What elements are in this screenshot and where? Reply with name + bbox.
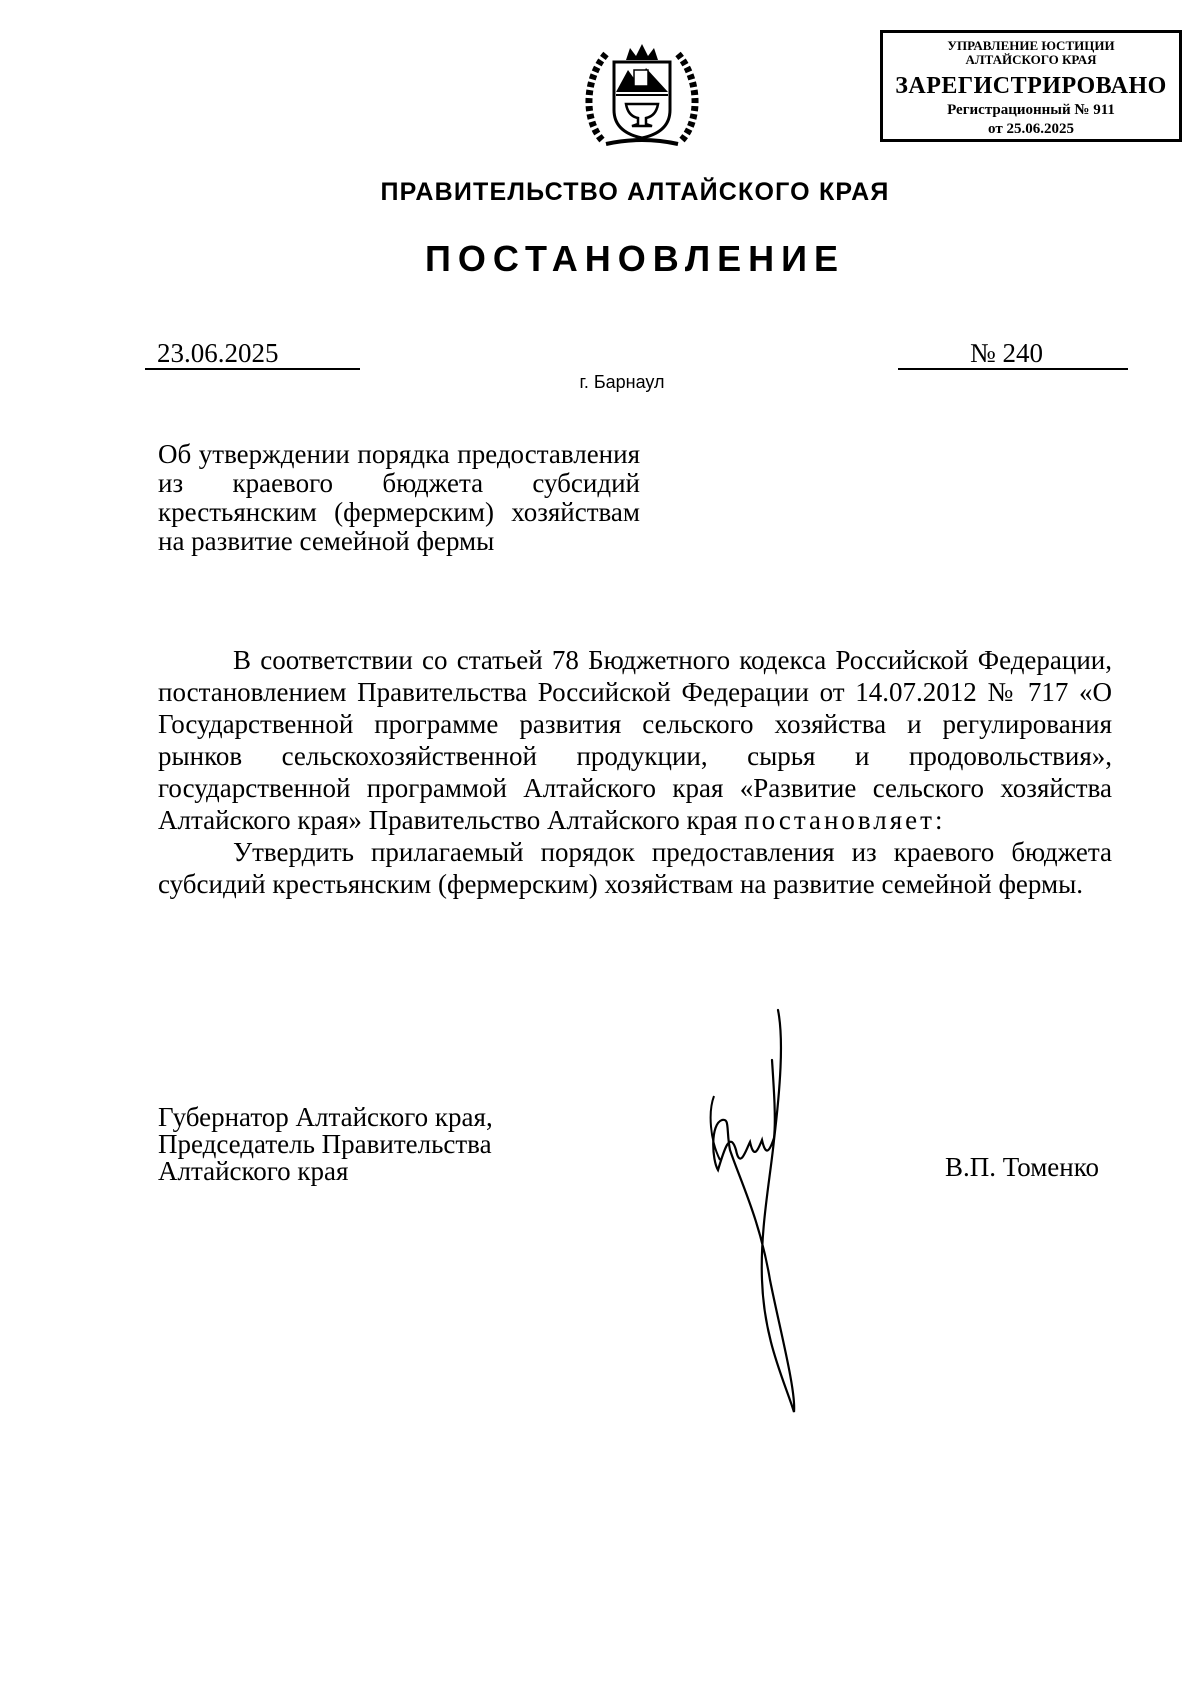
signer-title-line1: Губернатор Алтайского края, [158,1102,493,1132]
handwritten-signature-icon [700,1000,880,1420]
signer-title [158,1104,578,1185]
stamp-org [883,39,1179,67]
preamble-text: В соответствии со статьей 78 Бюджетного кодекса Российской Федерации, постановлением Правительства Российской Федерации от 14.07.2012 № 717 «О Государственной программе развития сельского хозяйства и регулирования рынков сельскохозяйственной продукции, сырья и продовольствия», государственной программой Алтайского края «Развитие сельского хозяйства Алтайского края» Правительство Алтайского края [158,645,1112,835]
signer-title-line3: Алтайского края [158,1156,349,1186]
stamp-org-line2: АЛТАЙСКОГО КРАЯ [965,52,1097,67]
signer-name: В.П. Томенко [945,1152,1099,1182]
signer-title-line2: Председатель Правительства [158,1129,492,1159]
document-subject: Об утверждении порядка предоставления из краевого бюджета субсидий крестьянским (фермерским) хозяйствам на развитие семейной фермы [158,439,640,556]
resolution-paragraph: Утвердить прилагаемый порядок предоставления из краевого бюджета субсидий крестьянским (фермерским) хозяйствам на развитие семейной фермы. [158,837,1112,899]
coat-of-arms-icon [582,40,702,152]
registration-stamp [880,30,1182,142]
document-city: г. Барнаул [579,372,665,392]
stamp-reg-number: Регистрационный № 911 [947,102,1115,118]
document-body [158,644,1112,900]
stamp-status: ЗАРЕГИСТРИРОВАНО [895,73,1167,99]
stamp-org-line1: УПРАВЛЕНИЕ ЮСТИЦИИ [947,38,1115,53]
document-date: 23.06.2025 [145,338,360,370]
document-number: № 240 [898,338,1128,370]
document-type: ПОСТАНОВЛЕНИЕ [425,238,845,279]
government-title: ПРАВИТЕЛЬСТВО АЛТАЙСКОГО КРАЯ [380,178,890,206]
preamble-paragraph [158,644,1112,836]
stamp-reg-date: от 25.06.2025 [988,121,1074,137]
decree-word: постановляет: [744,805,946,835]
